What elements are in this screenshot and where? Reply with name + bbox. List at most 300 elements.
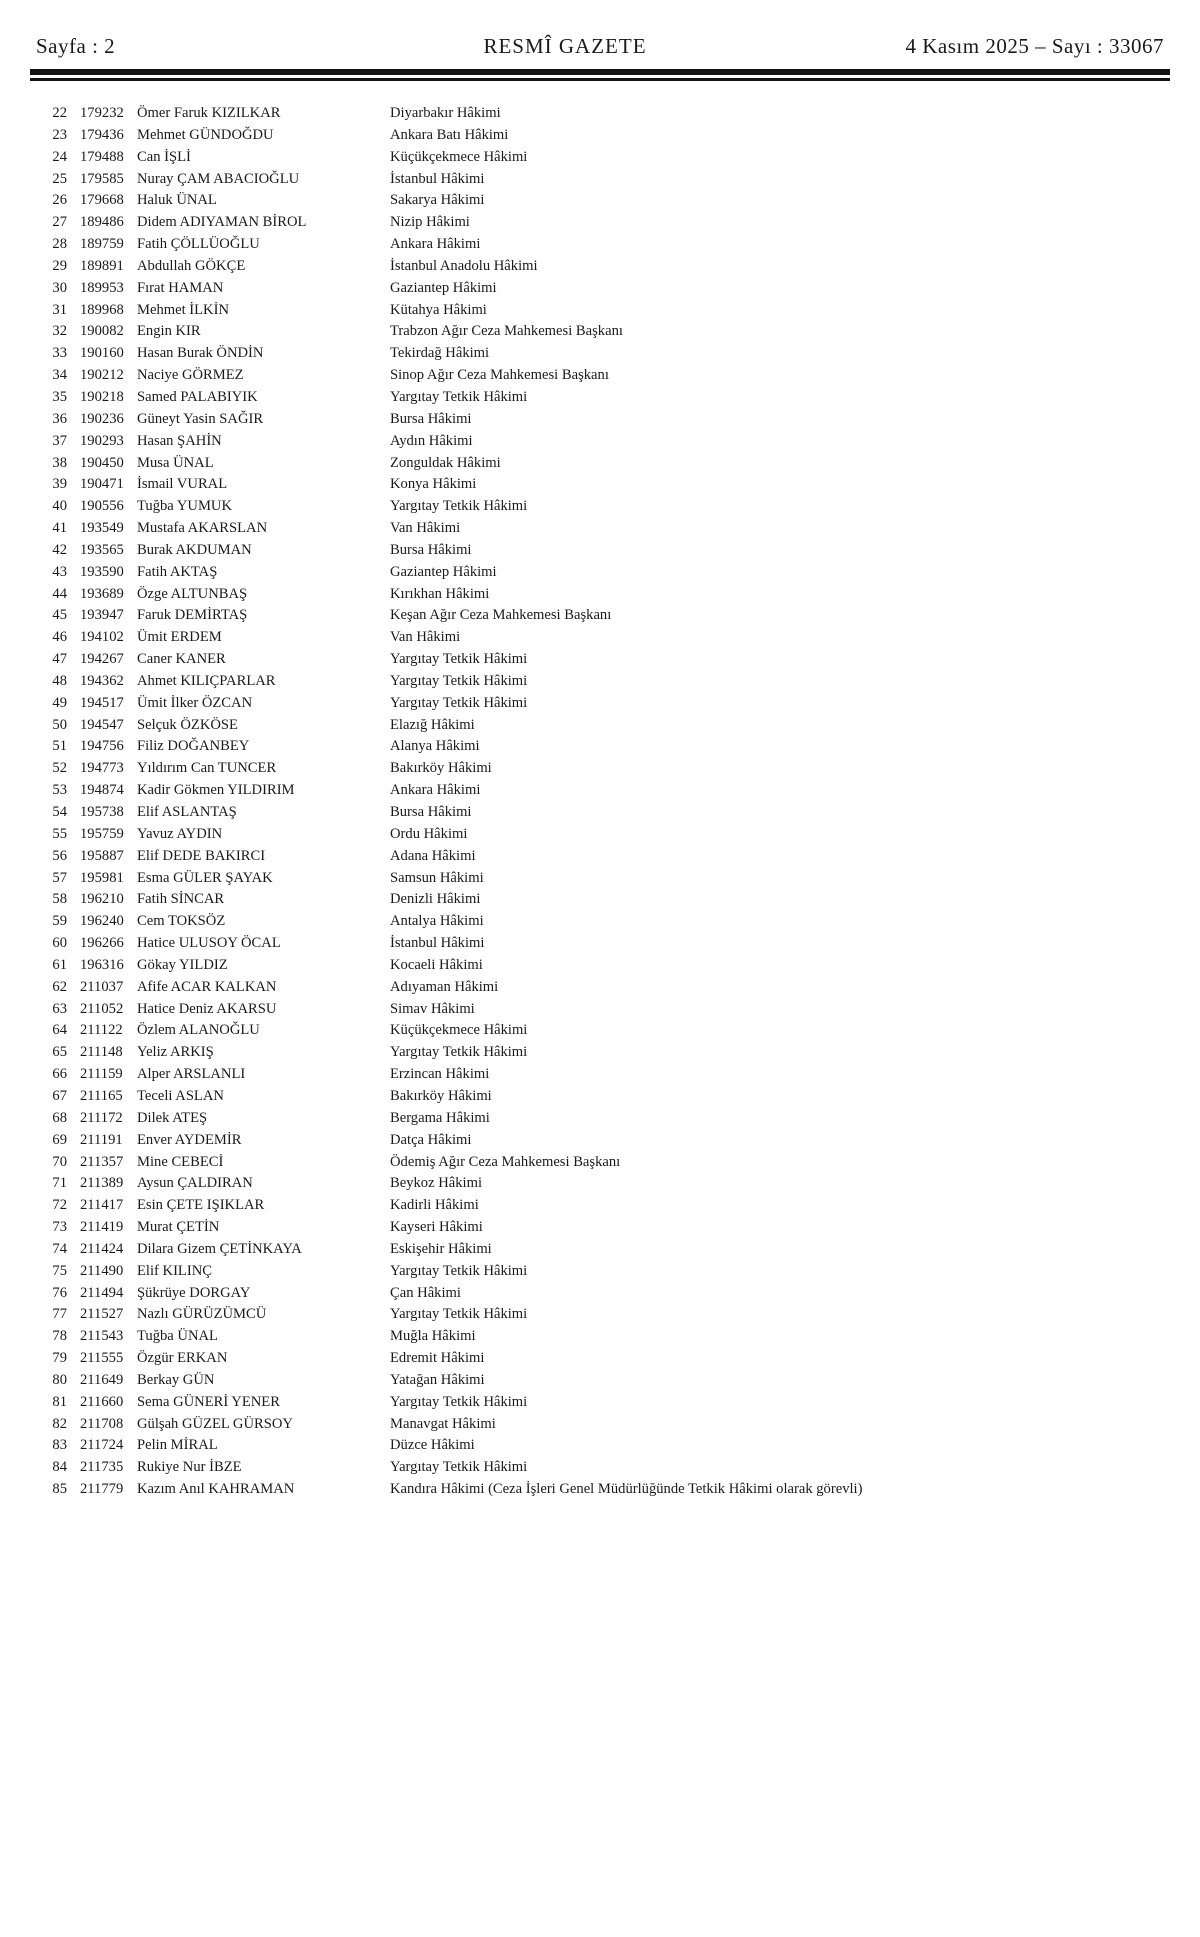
table-row (27, 1108, 1180, 1130)
judge-title-cell: Gaziantep Hâkimi (390, 279, 497, 296)
judge-name-cell: Elif KILINÇ (137, 1262, 212, 1279)
table-row (27, 1304, 1180, 1326)
registry-number-cell: 179436 (80, 126, 124, 143)
judge-title-cell: Konya Hâkimi (390, 476, 477, 493)
issue-date-label: 4 Kasım 2025 – Sayı : 33067 (905, 34, 1164, 58)
row-number-cell: 78 (52, 1328, 67, 1345)
judge-title-cell: Sakarya Hâkimi (390, 192, 485, 209)
row-number-cell: 23 (52, 126, 67, 143)
registry-number-cell: 193549 (80, 520, 124, 537)
row-number-cell: 83 (52, 1437, 67, 1454)
judge-name-cell: Mehmet GÜNDOĞDU (137, 126, 274, 143)
registry-number-cell: 211494 (80, 1284, 124, 1301)
judge-title-cell: Elazığ Hâkimi (390, 716, 475, 733)
judge-title-cell: Bursa Hâkimi (390, 804, 472, 820)
judge-title-cell: Ankara Hâkimi (390, 236, 481, 253)
registry-number-cell: 189486 (80, 214, 124, 231)
judge-title-cell: Muğla Hâkimi (390, 1328, 476, 1345)
table-row (27, 321, 1180, 343)
row-number-cell: 64 (52, 1022, 67, 1039)
judge-name-cell: Haluk ÜNAL (137, 192, 217, 209)
table-row (27, 649, 1180, 671)
judge-title-cell: Yargıtay Tetkik Hâkimi (390, 498, 528, 515)
table-row (27, 1020, 1180, 1042)
judge-title-cell: Kocaeli Hâkimi (390, 956, 483, 973)
judge-name-cell: Filiz DOĞANBEY (137, 738, 250, 755)
judge-name-cell: Cem TOKSÖZ (137, 913, 226, 930)
table-row (27, 562, 1180, 584)
row-number-cell: 28 (52, 236, 67, 253)
registry-number-cell: 196210 (80, 891, 124, 908)
judges-table (0, 103, 1200, 1501)
table-row (27, 802, 1180, 824)
judge-title-cell: Eskişehir Hâkimi (390, 1240, 492, 1257)
row-number-cell: 67 (52, 1087, 67, 1104)
judge-title-cell: İstanbul Hâkimi (390, 170, 485, 187)
judge-title-cell: Sinop Ağır Ceza Mahkemesi Başkanı (390, 367, 609, 384)
header-divider (30, 69, 1170, 81)
row-number-cell: 24 (52, 148, 67, 165)
table-row (27, 409, 1180, 431)
row-number-cell: 44 (52, 585, 67, 602)
judge-name-cell: Fatih AKTAŞ (137, 563, 218, 580)
judge-name-cell: Selçuk ÖZKÖSE (137, 716, 238, 733)
table-row (27, 1173, 1180, 1195)
table-row (27, 911, 1180, 933)
table-row (27, 190, 1180, 212)
table-row (27, 365, 1180, 387)
judge-name-cell: Afife ACAR KALKAN (137, 978, 277, 995)
registry-number-cell: 194362 (80, 672, 124, 689)
registry-number-cell: 190450 (80, 454, 124, 471)
judge-name-cell: Can İŞLİ (137, 148, 191, 165)
judge-title-cell: İstanbul Hâkimi (390, 935, 485, 952)
judge-title-cell: Yargıtay Tetkik Hâkimi (390, 672, 528, 689)
registry-number-cell: 193565 (80, 541, 124, 558)
row-number-cell: 22 (52, 105, 67, 121)
row-number-cell: 60 (52, 935, 67, 952)
row-number-cell: 68 (52, 1109, 67, 1126)
table-row (27, 518, 1180, 540)
table-row (27, 234, 1180, 256)
row-number-cell: 75 (52, 1262, 67, 1279)
table-row (27, 343, 1180, 365)
judge-title-cell: Ordu Hâkimi (390, 825, 468, 842)
table-row (27, 1130, 1180, 1152)
registry-number-cell: 193590 (80, 563, 124, 580)
registry-number-cell: 196240 (80, 913, 124, 930)
registry-number-cell: 190556 (80, 498, 124, 515)
judge-title-cell: Yargıtay Tetkik Hâkimi (390, 1306, 528, 1323)
judge-name-cell: Murat ÇETİN (137, 1219, 220, 1236)
table-row (27, 540, 1180, 562)
judge-name-cell: Naciye GÖRMEZ (137, 367, 244, 384)
row-number-cell: 56 (52, 847, 67, 864)
judge-name-cell: Teceli ASLAN (137, 1087, 224, 1104)
judge-title-cell: Adıyaman Hâkimi (390, 978, 499, 995)
table-row (27, 605, 1180, 627)
registry-number-cell: 194102 (80, 629, 124, 646)
table-row (27, 496, 1180, 518)
table-row (27, 1217, 1180, 1239)
table-row (27, 431, 1180, 453)
judge-name-cell: Esma GÜLER ŞAYAK (137, 869, 273, 886)
registry-number-cell: 179488 (80, 148, 124, 165)
registry-number-cell: 179585 (80, 170, 124, 187)
row-number-cell: 52 (52, 760, 67, 777)
row-number-cell: 37 (52, 432, 67, 449)
judge-name-cell: Kazım Anıl KAHRAMAN (137, 1481, 295, 1498)
row-number-cell: 81 (52, 1393, 67, 1410)
row-number-cell: 55 (52, 825, 67, 842)
page-number-label: Sayfa : 2 (36, 34, 116, 58)
row-number-cell: 47 (52, 651, 67, 668)
row-number-cell: 45 (52, 607, 67, 624)
judge-title-cell: Samsun Hâkimi (390, 869, 484, 886)
row-number-cell: 77 (52, 1306, 67, 1323)
registry-number-cell: 195759 (80, 825, 124, 842)
row-number-cell: 27 (52, 214, 67, 231)
row-number-cell: 62 (52, 978, 67, 995)
judge-title-cell: Gaziantep Hâkimi (390, 563, 497, 580)
table-row (27, 627, 1180, 649)
registry-number-cell: 211159 (80, 1066, 123, 1083)
judge-title-cell: Edremit Hâkimi (390, 1350, 485, 1367)
table-row (27, 1392, 1180, 1414)
registry-number-cell: 211735 (80, 1459, 124, 1476)
registry-number-cell: 211417 (80, 1197, 124, 1214)
judge-title-cell: Yargıtay Tetkik Hâkimi (390, 1262, 528, 1279)
judge-name-cell: Yeliz ARKIŞ (137, 1044, 214, 1061)
registry-number-cell: 194773 (80, 760, 124, 777)
judge-name-cell: Yavuz AYDIN (137, 825, 223, 842)
judge-name-cell: Nuray ÇAM ABACIOĞLU (137, 170, 300, 187)
judge-title-cell: Yargıtay Tetkik Hâkimi (390, 1459, 528, 1476)
table-row (27, 824, 1180, 846)
judge-title-cell: Kırıkhan Hâkimi (390, 585, 490, 602)
registry-number-cell: 211037 (80, 978, 124, 995)
judge-title-cell: Manavgat Hâkimi (390, 1415, 496, 1432)
registry-number-cell: 211649 (80, 1371, 124, 1388)
table-row (27, 256, 1180, 278)
judge-title-cell: Diyarbakır Hâkimi (390, 105, 501, 121)
judge-name-cell: Tuğba ÜNAL (137, 1328, 218, 1345)
row-number-cell: 76 (52, 1284, 67, 1301)
registry-number-cell: 211543 (80, 1328, 124, 1345)
table-row (27, 780, 1180, 802)
row-number-cell: 69 (52, 1131, 67, 1148)
judge-title-cell: Antalya Hâkimi (390, 913, 484, 930)
row-number-cell: 58 (52, 891, 67, 908)
row-number-cell: 43 (52, 563, 67, 580)
judge-title-cell: Küçükçekmece Hâkimi (390, 148, 528, 165)
judge-title-cell: Trabzon Ağır Ceza Mahkemesi Başkanı (390, 323, 623, 340)
table-row (27, 1086, 1180, 1108)
judge-name-cell: Berkay GÜN (137, 1371, 215, 1388)
row-number-cell: 79 (52, 1350, 67, 1367)
registry-number-cell: 211724 (80, 1437, 124, 1454)
judge-name-cell: Özlem ALANOĞLU (137, 1022, 260, 1039)
registry-number-cell: 211555 (80, 1350, 124, 1367)
judge-name-cell: Özgür ERKAN (137, 1350, 228, 1367)
registry-number-cell: 211708 (80, 1415, 124, 1432)
judge-name-cell: Ömer Faruk KIZILKAR (137, 105, 281, 121)
judge-name-cell: İsmail VURAL (137, 476, 228, 493)
registry-number-cell: 211660 (80, 1393, 124, 1410)
judge-name-cell: Ümit ERDEM (137, 629, 222, 646)
table-row (27, 212, 1180, 234)
registry-number-cell: 190082 (80, 323, 124, 340)
table-row (27, 1042, 1180, 1064)
registry-number-cell: 211779 (80, 1481, 124, 1498)
judge-name-cell: Güneyt Yasin SAĞIR (137, 410, 264, 427)
judge-name-cell: Fatih ÇÖLLÜOĞLU (137, 236, 260, 253)
judge-title-cell: Beykoz Hâkimi (390, 1175, 483, 1192)
judge-name-cell: Tuğba YUMUK (137, 498, 233, 515)
judge-title-cell: Yargıtay Tetkik Hâkimi (390, 694, 528, 711)
judge-title-cell: Van Hâkimi (390, 520, 461, 537)
row-number-cell: 70 (52, 1153, 67, 1170)
judge-title-cell: Denizli Hâkimi (390, 891, 481, 908)
judge-name-cell: Didem ADIYAMAN BİROL (137, 214, 307, 231)
judge-title-cell: Ankara Hâkimi (390, 782, 481, 799)
judge-title-cell: Erzincan Hâkimi (390, 1066, 490, 1083)
row-number-cell: 84 (52, 1459, 67, 1476)
row-number-cell: 80 (52, 1371, 67, 1388)
registry-number-cell: 179668 (80, 192, 124, 209)
judge-title-cell: Bergama Hâkimi (390, 1109, 490, 1126)
row-number-cell: 74 (52, 1240, 67, 1257)
row-number-cell: 72 (52, 1197, 67, 1214)
row-number-cell: 85 (52, 1481, 67, 1498)
registry-number-cell: 190293 (80, 432, 124, 449)
row-number-cell: 54 (52, 804, 67, 820)
table-row (27, 933, 1180, 955)
table-row (27, 1261, 1180, 1283)
row-number-cell: 51 (52, 738, 67, 755)
registry-number-cell: 194547 (80, 716, 124, 733)
table-row (27, 1457, 1180, 1479)
registry-number-cell: 211424 (80, 1240, 124, 1257)
row-number-cell: 61 (52, 956, 67, 973)
table-row (27, 671, 1180, 693)
judge-name-cell: Caner KANER (137, 651, 226, 668)
judge-name-cell: Enver AYDEMİR (137, 1131, 242, 1148)
table-row (27, 1414, 1180, 1436)
judge-title-cell: Bursa Hâkimi (390, 410, 472, 427)
registry-number-cell: 193689 (80, 585, 124, 602)
judge-title-cell: Çan Hâkimi (390, 1284, 461, 1301)
table-row (27, 103, 1180, 125)
judge-name-cell: Nazlı GÜRÜZÜMCÜ (137, 1306, 267, 1323)
table-row (27, 868, 1180, 890)
row-number-cell: 38 (52, 454, 67, 471)
registry-number-cell: 211191 (80, 1131, 123, 1148)
registry-number-cell: 194267 (80, 651, 124, 668)
judge-name-cell: Burak AKDUMAN (137, 541, 252, 558)
table-row (27, 977, 1180, 999)
masthead (0, 0, 1200, 59)
judge-name-cell: Ahmet KILIÇPARLAR (137, 672, 276, 689)
registry-number-cell: 190160 (80, 345, 124, 362)
row-number-cell: 31 (52, 301, 67, 318)
judge-name-cell: Esin ÇETE IŞIKLAR (137, 1197, 265, 1214)
table-row (27, 1239, 1180, 1261)
judge-name-cell: Kadir Gökmen YILDIRIM (137, 782, 295, 799)
registry-number-cell: 211148 (80, 1044, 123, 1061)
registry-number-cell: 194517 (80, 694, 124, 711)
registry-number-cell: 194874 (80, 782, 124, 799)
judge-name-cell: Hasan Burak ÖNDİN (137, 345, 264, 362)
row-number-cell: 63 (52, 1000, 67, 1017)
judge-name-cell: Gökay YILDIZ (137, 956, 228, 973)
judge-title-cell: Yargıtay Tetkik Hâkimi (390, 651, 528, 668)
judge-name-cell: Mehmet İLKİN (137, 301, 229, 318)
registry-number-cell: 179232 (80, 105, 124, 121)
registry-number-cell: 190471 (80, 476, 124, 493)
row-number-cell: 46 (52, 629, 67, 646)
judge-title-cell: Zonguldak Hâkimi (390, 454, 501, 471)
table-row (27, 715, 1180, 737)
judge-title-cell: Tekirdağ Hâkimi (390, 345, 490, 362)
registry-number-cell: 211419 (80, 1219, 124, 1236)
registry-number-cell: 211389 (80, 1175, 124, 1192)
judge-title-cell: Kayseri Hâkimi (390, 1219, 483, 1236)
judge-name-cell: Ümit İlker ÖZCAN (137, 694, 253, 711)
row-number-cell: 59 (52, 913, 67, 930)
row-number-cell: 40 (52, 498, 67, 515)
row-number-cell: 32 (52, 323, 67, 340)
judge-name-cell: Elif DEDE BAKIRCI (137, 847, 266, 864)
registry-number-cell: 196266 (80, 935, 124, 952)
table-row (27, 846, 1180, 868)
judge-name-cell: Musa ÜNAL (137, 454, 214, 471)
judge-title-cell: Kütahya Hâkimi (390, 301, 487, 318)
judge-name-cell: Özge ALTUNBAŞ (137, 585, 248, 602)
judge-name-cell: Mine CEBECİ (137, 1153, 224, 1170)
table-row (27, 1064, 1180, 1086)
registry-number-cell: 211052 (80, 1000, 124, 1017)
judge-name-cell: Sema GÜNERİ YENER (137, 1393, 280, 1410)
registry-number-cell: 211527 (80, 1306, 124, 1323)
table-row (27, 693, 1180, 715)
judge-name-cell: Yıldırım Can TUNCER (137, 760, 277, 777)
judge-title-cell: Yargıtay Tetkik Hâkimi (390, 1393, 528, 1410)
registry-number-cell: 195887 (80, 847, 124, 864)
registry-number-cell: 211122 (80, 1022, 123, 1039)
registry-number-cell: 189968 (80, 301, 124, 318)
judge-name-cell: Faruk DEMİRTAŞ (137, 607, 248, 624)
judge-title-cell: Kadirli Hâkimi (390, 1197, 479, 1214)
judge-title-cell: Aydın Hâkimi (390, 432, 473, 449)
table-row (27, 453, 1180, 475)
table-row (27, 1348, 1180, 1370)
judge-name-cell: Samed PALABIYIK (137, 388, 258, 405)
judge-name-cell: Mustafa AKARSLAN (137, 520, 268, 537)
judge-name-cell: Gülşah GÜZEL GÜRSOY (137, 1415, 293, 1432)
judge-name-cell: Alper ARSLANLI (137, 1066, 246, 1083)
row-number-cell: 48 (52, 672, 67, 689)
table-row (27, 387, 1180, 409)
judge-title-cell: Bakırköy Hâkimi (390, 760, 492, 777)
judge-name-cell: Fırat HAMAN (137, 279, 224, 296)
registry-number-cell: 211490 (80, 1262, 124, 1279)
judge-name-cell: Engin KIR (137, 323, 201, 340)
judge-title-cell: Nizip Hâkimi (390, 214, 470, 231)
registry-number-cell: 189891 (80, 257, 124, 274)
row-number-cell: 65 (52, 1044, 67, 1061)
table-row (27, 999, 1180, 1021)
registry-number-cell: 190218 (80, 388, 124, 405)
row-number-cell: 29 (52, 257, 67, 274)
registry-number-cell: 211165 (80, 1087, 123, 1104)
table-row (27, 1195, 1180, 1217)
judge-title-cell: İstanbul Anadolu Hâkimi (390, 257, 538, 274)
registry-number-cell: 196316 (80, 956, 124, 973)
table-row (27, 300, 1180, 322)
row-number-cell: 71 (52, 1175, 67, 1192)
table-row (27, 1479, 1180, 1501)
row-number-cell: 26 (52, 192, 67, 209)
judge-title-cell: Küçükçekmece Hâkimi (390, 1022, 528, 1039)
row-number-cell: 73 (52, 1219, 67, 1236)
table-row (27, 278, 1180, 300)
registry-number-cell: 190212 (80, 367, 124, 384)
gazette-title: RESMÎ GAZETE (483, 34, 647, 58)
judge-title-cell: Ankara Batı Hâkimi (390, 126, 509, 143)
registry-number-cell: 211357 (80, 1153, 124, 1170)
table-row (27, 1283, 1180, 1305)
table-row (27, 889, 1180, 911)
judge-name-cell: Dilara Gizem ÇETİNKAYA (137, 1240, 302, 1257)
judge-name-cell: Hatice ULUSOY ÖCAL (137, 935, 281, 952)
table-row (27, 125, 1180, 147)
table-row (27, 1435, 1180, 1457)
table-row (27, 1326, 1180, 1348)
judge-title-cell: Yatağan Hâkimi (390, 1371, 485, 1388)
table-row (27, 955, 1180, 977)
table-row (27, 474, 1180, 496)
row-number-cell: 41 (52, 520, 67, 537)
table-row (27, 736, 1180, 758)
registry-number-cell: 189759 (80, 236, 124, 253)
row-number-cell: 33 (52, 345, 67, 362)
table-row (27, 758, 1180, 780)
judge-title-cell: Bursa Hâkimi (390, 541, 472, 558)
registry-number-cell: 195738 (80, 804, 124, 820)
judge-title-cell: Yargıtay Tetkik Hâkimi (390, 1044, 528, 1061)
judge-name-cell: Rukiye Nur İBZE (137, 1459, 242, 1476)
judge-name-cell: Hatice Deniz AKARSU (137, 1000, 277, 1017)
judge-title-cell: Adana Hâkimi (390, 847, 476, 864)
row-number-cell: 42 (52, 541, 67, 558)
row-number-cell: 50 (52, 716, 67, 733)
table-row (27, 147, 1180, 169)
row-number-cell: 39 (52, 476, 67, 493)
row-number-cell: 66 (52, 1066, 67, 1083)
judge-name-cell: Elif ASLANTAŞ (137, 804, 237, 820)
judge-name-cell: Şükrüye DORGAY (137, 1284, 251, 1301)
judge-name-cell: Dilek ATEŞ (137, 1109, 208, 1126)
table-row (27, 1370, 1180, 1392)
row-number-cell: 53 (52, 782, 67, 799)
registry-number-cell: 211172 (80, 1109, 123, 1126)
judge-name-cell: Aysun ÇALDIRAN (137, 1175, 253, 1192)
judge-title-cell: Van Hâkimi (390, 629, 461, 646)
judge-title-cell: Keşan Ağır Ceza Mahkemesi Başkanı (390, 607, 612, 624)
judge-title-cell: Alanya Hâkimi (390, 738, 480, 755)
table-row (27, 584, 1180, 606)
